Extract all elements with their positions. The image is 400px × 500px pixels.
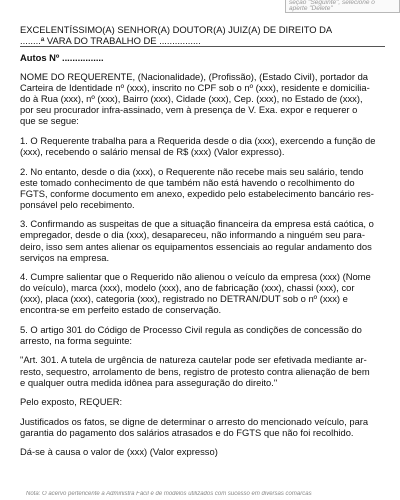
intro-line: que se segue: [20, 115, 79, 127]
paragraph-line: e qualquer outra medida idônea para asseguração do direito." [20, 376, 278, 388]
intro-line: do à Rua (xxx), nº (xxx), Bairro (xxx), Cidade (xxx), Cep. (xxx), no Estado de (xxx), [20, 93, 363, 105]
paragraph [20, 416, 385, 438]
paragraph-line: serviços na empresa. [20, 251, 110, 263]
paragraph-line: (xxx), recebendo o salário mensal de R$ (xxx) (Valor expresso). [20, 146, 285, 158]
paragraph-line: (xxx), placa (xxx), categoria (xxx), registrado no DETRAN/DUT sob o nº (xxx) e [20, 293, 348, 305]
paragraph-line: Justificados os fatos, se digne de determinar o arresto do mencionado veículo, para [20, 415, 369, 427]
paragraph-line: deiro, isso sem antes alienar os equipamentos essenciais ao regular andamento dos [20, 240, 372, 252]
paragraph-line: do veículo), marca (xxx), modelo (xxx), ano de fabricação (xxx), chassi (xxx), cor [20, 282, 355, 294]
paragraph-line: FGTS, conforme documento em anexo, expedido pelo estabelecimento bancário res- [20, 187, 374, 199]
tooltip-note [285, 0, 400, 13]
paragraph [20, 354, 385, 387]
paragraph-line: Dá-se à causa o valor de (xxx) (Valor expresso) [20, 446, 218, 458]
paragraph [20, 446, 385, 457]
paragraph-line: Pelo exposto, REQUER: [20, 396, 123, 408]
paragraph-line: 3. Confirmando as suspeitas de que a situação financeira da empresa está caótica, o [20, 218, 374, 230]
tooltip-line-2: aperte "Delete" [289, 5, 333, 12]
numbered-paragraphs [20, 135, 385, 466]
paragraph-line: empregador, desde o dia (xxx), desapareceu, não informando a ninguém seu para- [20, 229, 366, 241]
paragraph [20, 324, 385, 346]
footer-note: Nota: O acervo pertencente a Administra Fácil é de modelos utilizados com sucesso em diversas comarcas [26, 491, 312, 497]
tooltip-line-1: seção "Seguinte", selecione o [289, 0, 375, 6]
paragraph [20, 218, 385, 262]
header-line-2: ........ª VARA DO TRABALHO DE ................ [20, 35, 201, 47]
paragraph [20, 166, 385, 210]
paragraph [20, 396, 385, 407]
document-body [20, 24, 385, 46]
divider-line [20, 46, 385, 47]
paragraph-line: 2. No entanto, desde o dia (xxx), o Requerente não recebe mais seu salário, tendo [20, 165, 364, 177]
paragraph-line: resto, sequestro, arrolamento de bens, registro de protesto contra alienação de bem [20, 365, 370, 377]
intro-line: por seu procurador infra-assinado, vem à presença de V. Exa. expor e requerer o [20, 104, 358, 116]
paragraph-line: arresto, na forma seguinte: [20, 334, 133, 346]
autos-section [20, 52, 385, 63]
paragraph-line: encontra-se em perfeito estado de conservação. [20, 304, 222, 316]
paragraph-line: garantia do pagamento dos salários atrasados e do FGTS que não foi recolhido. [20, 426, 354, 438]
paragraph-line: 4. Cumpre salientar que o Requerido não alienou o veículo da empresa (xxx) (Nome [20, 271, 371, 283]
autos-number: Autos Nº ................ [20, 52, 104, 63]
intro-line: NOME DO REQUERENTE, (Nacionalidade), (Profissão), (Estado Civil), portador da [20, 71, 369, 82]
paragraph-line: 5. O artigo 301 do Código de Processo Civil regula as condições de concessão do [20, 323, 362, 335]
intro-line: Carteira de Identidade nº (xxx), inscrito no CPF sob o nº (xxx), residente e domicilia- [20, 82, 370, 94]
paragraph [20, 135, 385, 157]
intro-paragraph [20, 71, 385, 126]
paragraph-line: este tomado conhecimento de que também não está havendo o recolhimento do [20, 176, 355, 188]
header-line-1: EXCELENTÍSSIMO(A) SENHOR(A) DOUTOR(A) JUIZ(A) DE DIREITO DA [20, 24, 333, 35]
paragraph-line: "Art. 301. A tutela de urgência de natureza cautelar pode ser efetivada mediante ar- [20, 354, 367, 366]
paragraph-line: ponsável pelo recebimento. [20, 198, 135, 210]
paragraph [20, 271, 385, 315]
paragraph-line: 1. O Requerente trabalha para a Requerida desde o dia (xxx), exercendo a função de [20, 135, 376, 146]
